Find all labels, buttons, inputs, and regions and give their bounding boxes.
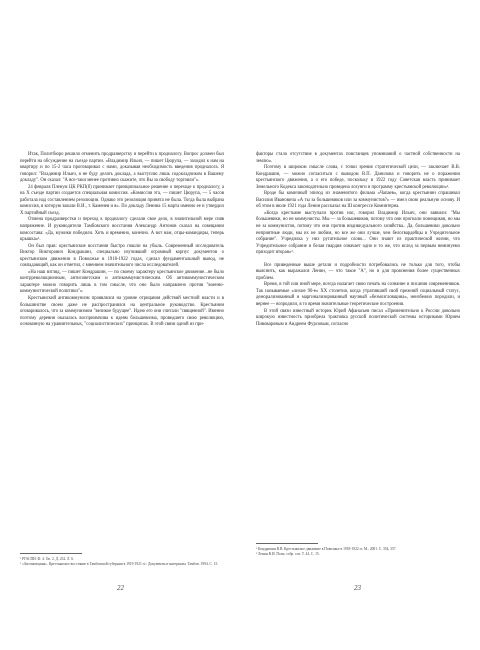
footnote: ¹ РГАСПИ. Ф. 4. Оп. 2. Д. 232. Л. 6. (20, 557, 74, 561)
paragraph: Вроде бы комичный эпизод из знаменитого фильма «Чапаев», когда крестьянин спрашивал Василия Ивановича «А ты за большевиков или за коммунистов?» — имел свою реальную основу. И об этом в июле 1921 года Ленин рассказал на III конгрессе Коминтерна. (256, 191, 460, 210)
paragraph: Отмена продразверстки и переход к продналогу сделали свое дело, в значительной мере сняв напряжение. И руководители Тамбовского восстания Александр Антонов сказал на совещании комсостава: «Да, мужики победили. Хоть и временно, конечно. А вот нам, отцы-командиры, теперь крышка»¹. (20, 217, 224, 243)
paragraph: Крестьянский антикоммунизм проявлялся на уровне отрицания действий местной власти и в большинстве своем даже не распространялся на центральное руководство. Крестьянин оговаривалось, что за коммунизмом "великое будущее". Идею его они считали "священной". Именно поэтому деревня оказалась восприимчива к идеям большевизма, проведшего свою революцию, основанную на уравнительных, "социалистических" принципах. В этой связи одной из при- (20, 296, 224, 328)
left-footnotes (20, 553, 224, 567)
paragraph: «Когда крестьяне выступали против нас, говорил Владимир Ильич, они заявили: "Мы большевики, но не коммунисты. Мы — за большевиков, потому что они прогнали помещиков, но мы не за коммунистов, потому что они против индивидуального хозяйства.. Да, большевики довольно неприятные люди, мы их не любим, но все же они лучше, чем белогвардейцы и Учредительное собрание". Учредилка у них ругательное слово... Они знают из практической жизни, что Учредительное собрание и белая гвардия означает одно и то же, что вслед за первым неминуемо приходит вторая»². (256, 210, 460, 256)
paragraph: «На наш взгляд, — пишет Кондрашин, — по своему характеру крестьянское движение...не было контрреволюционным, антисоветским и антикоммунистическим. Об антикоммунистическом характере можно говорить лишь в том смысле, что оно было направлено против "военно-коммунистической политики"». (20, 269, 224, 295)
right-page-text (256, 152, 460, 328)
left-page-text (20, 152, 224, 329)
paragraph: 24 февраля Пленум ЦК РКП(б) принимает принципиальное решение о переходе к продналогу, а на X съезде партии создается специальная комиссия. «Комиссия эта, — пишет Цюрупа, — 5 часов работала над составлением резолюции. Однако это резолюция принята не была. Тогда была выбрана комиссия, в которую вошли В.И., т. Каменев и я». По докладу Ленина 15 марта именно ее и утвердил X партийный съезд. (20, 184, 224, 216)
footnote-rule (20, 553, 82, 554)
paragraph: Он был прав: крестьянские восстания быстро пошли на убыль. Современный исследователь Виктор Викторович Кондрашин, специально изучивший огромный корпус документов о крестьянском движении в Поволжье в 1918-1922 годах, сделал фундаментальный вывод, не совпадающий, как он отметил, с мнением значительного числа исследователей. (20, 243, 224, 269)
footnote-rule (256, 543, 318, 544)
paragraph: Итак, Политбюро решило отменить продразверстку и перейти к продналогу. Вопрос должен был перейти на обсуждение на съезде партии. «Владимир Ильич, — пишет Цюрупа, — заходил к нам на квартиру и по 15-2 часа проговаривал с нами, доказывая необходимость введения продналога. Я говорил: "Владимир Ильич, я не буду делать доклада, а выступлю лишь содокладчиком в Вашему докладу". Он сказал: "А все-таки менее противно скажите, что Вы за свободу торговли"». (20, 152, 224, 184)
paragraph: Поэтому в широком смысле слова, с точки зрения стратегической цели, — заключает В.В. Кондрашин, — можно согласиться с выводом В.П. Данилова и говорить не о поражении крестьянского движения, а о его победе, поскольку в 1922 году Советская власть принимает Земельного Кодекса законодательно проведена лозунги и программу крестьянской революции»¹. (256, 165, 460, 190)
footnote: ² «Антоновщина». Крестьянское восстание в Тамбовской губернии в 1919-1921 гг.: Документы и материалы. Тамбов. 1994. С. 15. (20, 562, 219, 566)
paragraph: Время, в той или иной мере, всегда налагает свою печать на сознание и писания современников. Так называемые «лихие 90-е» XX столетия, когда утративший свой прежний социальный статус, деморализованный и маргинализированный научный «безмозгловщина», неизбежно породили, и вернее — возродили, в то время значительные теоретические построения. (256, 282, 460, 308)
paragraph: В этой связи известный историк Юрий Афанасьев писал «Применительно к России довольно широкую известность приобрела трактовка русской политической системы историками Юрием Пивоваровым и Андреем Фурсовым, согласно (256, 308, 460, 327)
page-number-right: 23 (354, 584, 361, 592)
page-number-left: 22 (117, 584, 124, 592)
paragraph: факторы стало отсутствие в документах повстанцев упоминаний о частной собственности на землю». (256, 152, 460, 164)
footnote: ¹ Кондрашин В.В. Крестьянское движение в Поволжье в 1918-1922 гг. М., 2001. С. 354, 357. (256, 547, 397, 551)
footnote: ² Ленин В.И. Полн. собр. соч. Т. 44. С. 15. (256, 552, 320, 556)
right-footnotes (256, 543, 460, 557)
paragraph: Все приведенные выше детали и подробности потребовались не только для того, чтобы выяснить, как выражался Ленин, — что такое "А", но и для прояснения более существенных проблем. (256, 262, 460, 281)
